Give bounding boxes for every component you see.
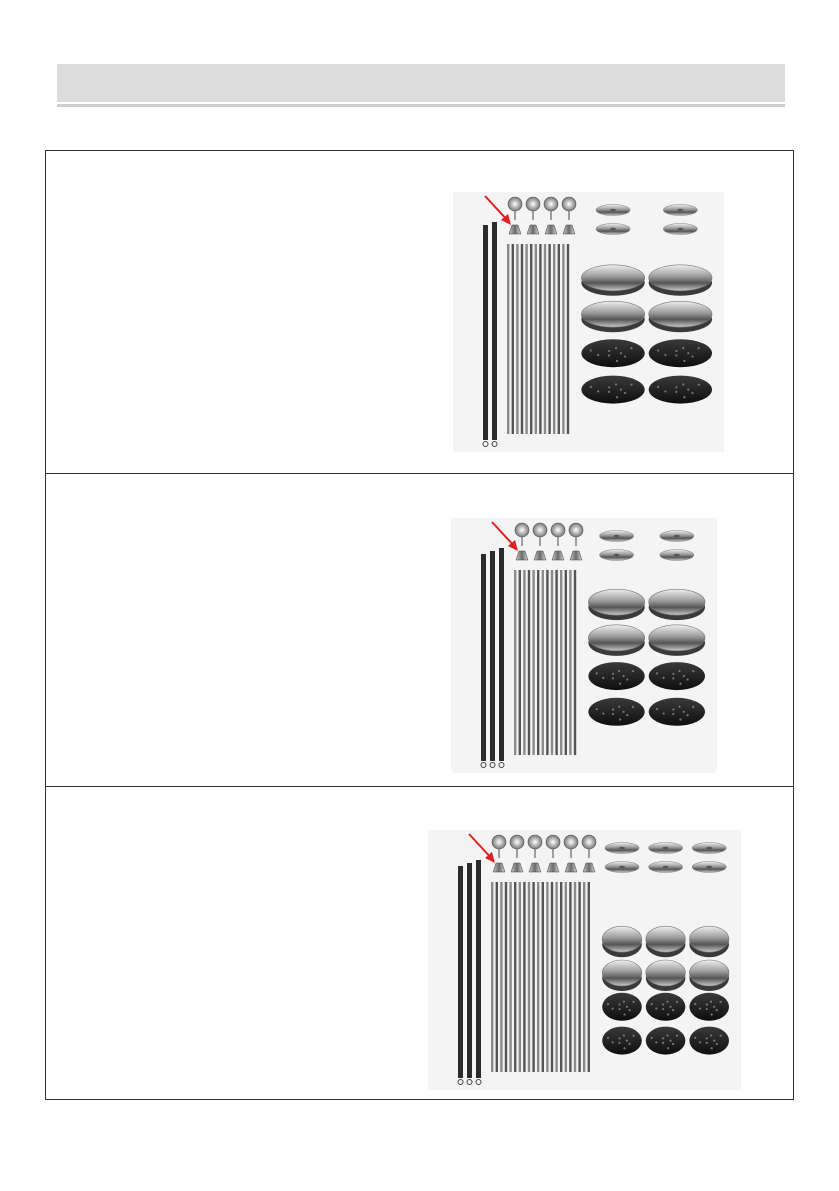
- pole-foot: [583, 863, 595, 872]
- rubber-dot: [682, 383, 684, 385]
- short-pole: [546, 570, 548, 755]
- rubber-dot: [716, 1009, 718, 1011]
- rubber-dot: [687, 389, 689, 391]
- rubber-dot: [619, 718, 621, 720]
- rubber-dot: [656, 672, 658, 674]
- finial-stem: [552, 849, 553, 858]
- metal-dish: [602, 926, 642, 952]
- rubber-dot: [623, 1013, 625, 1015]
- rubber-dot: [632, 1001, 634, 1003]
- short-pole: [512, 244, 514, 434]
- rubber-dot: [607, 1037, 609, 1039]
- rubber-dot: [608, 350, 610, 352]
- short-pole: [528, 882, 530, 1072]
- short-pole: [555, 882, 557, 1072]
- short-pole: [555, 570, 557, 755]
- rubber-dot: [687, 714, 689, 716]
- short-pole: [553, 244, 555, 434]
- short-pole: [537, 570, 539, 755]
- pole-foot: [563, 225, 575, 234]
- pole-foot: [570, 551, 582, 560]
- finial-stem: [575, 537, 576, 546]
- washer-hole: [619, 847, 625, 849]
- finial-ball: [492, 835, 506, 849]
- rubber-dot: [628, 1009, 630, 1011]
- rubber-dot: [618, 1037, 620, 1039]
- rubber-pad: [602, 993, 642, 1021]
- short-pole: [507, 244, 509, 434]
- short-pole: [569, 570, 571, 755]
- washer-hole: [706, 847, 712, 849]
- finial-stem: [534, 849, 535, 858]
- rubber-dot: [687, 678, 689, 680]
- short-pole: [514, 882, 516, 1072]
- short-pole: [509, 882, 511, 1072]
- rubber-dot: [664, 354, 666, 356]
- parts-kit-illustration: [451, 518, 717, 773]
- short-pole: [583, 882, 585, 1072]
- finial-ball: [510, 835, 524, 849]
- short-pole: [558, 244, 560, 434]
- pole-foot: [509, 225, 521, 234]
- finial-stem: [514, 211, 515, 220]
- pole-foot: [493, 863, 505, 872]
- rubber-dot: [672, 1043, 674, 1045]
- rubber-dot: [706, 1037, 708, 1039]
- short-pole: [500, 882, 502, 1072]
- long-pole: [467, 863, 472, 1078]
- rubber-dot: [612, 1007, 614, 1009]
- long-pole: [492, 222, 497, 440]
- washer-hole: [674, 554, 680, 556]
- rubber-dot: [608, 391, 610, 393]
- rubber-dot: [608, 354, 610, 356]
- rubber-dot: [612, 1041, 614, 1043]
- washer-hole: [619, 866, 625, 868]
- washer-hole: [663, 847, 669, 849]
- rubber-dot: [676, 1035, 678, 1037]
- rubber-dot: [679, 683, 681, 685]
- rubber-dot: [657, 349, 659, 351]
- short-pole: [544, 244, 546, 434]
- short-pole: [514, 570, 516, 755]
- rubber-dot: [616, 360, 618, 362]
- pole-hook: [490, 763, 495, 768]
- short-pole: [569, 882, 571, 1072]
- rubber-dot: [615, 383, 617, 385]
- pole-hook: [481, 763, 486, 768]
- short-pole: [565, 882, 567, 1072]
- rubber-dot: [655, 1041, 657, 1043]
- rubber-dot: [612, 708, 614, 710]
- metal-dish: [649, 301, 712, 327]
- rubber-dot: [622, 675, 624, 677]
- pole-hook: [492, 442, 497, 447]
- finial-ball: [546, 835, 560, 849]
- rubber-dot: [678, 706, 680, 708]
- short-pole: [532, 570, 534, 755]
- rubber-dot: [699, 1007, 701, 1009]
- short-pole: [548, 244, 550, 434]
- rubber-dot: [655, 1007, 657, 1009]
- rubber-pad: [588, 662, 644, 690]
- short-pole: [542, 570, 544, 755]
- parts-panel-2: [46, 474, 793, 787]
- short-pole: [574, 570, 576, 755]
- rubber-dot: [720, 1001, 722, 1003]
- rubber-dot: [630, 347, 632, 349]
- rubber-dot: [676, 1001, 678, 1003]
- short-pole: [546, 882, 548, 1072]
- short-pole: [535, 244, 537, 434]
- rubber-dot: [706, 1042, 708, 1044]
- rubber-dot: [651, 1037, 653, 1039]
- rubber-dot: [672, 713, 674, 715]
- metal-dish: [581, 265, 644, 291]
- rubber-dot: [662, 712, 664, 714]
- pole-hook: [476, 1080, 481, 1085]
- metal-dish: [649, 625, 705, 651]
- pole-foot: [529, 863, 541, 872]
- rubber-dot: [672, 673, 674, 675]
- pole-foot: [527, 225, 539, 234]
- rubber-dot: [607, 1003, 609, 1005]
- parts-kit-image-3: [428, 830, 741, 1090]
- rubber-dot: [664, 390, 666, 392]
- finial-ball: [526, 197, 540, 211]
- parts-panels: [45, 150, 794, 1100]
- rubber-dot: [675, 386, 677, 388]
- finial-stem: [539, 537, 540, 546]
- rubber-dot: [666, 1034, 668, 1036]
- short-pole: [567, 244, 569, 434]
- short-pole: [528, 570, 530, 755]
- rubber-dot: [622, 711, 624, 713]
- washer-hole: [663, 866, 669, 868]
- metal-dish: [588, 589, 644, 615]
- rubber-dot: [590, 349, 592, 351]
- rubber-pad: [588, 698, 644, 726]
- rubber-dot: [612, 677, 614, 679]
- parts-kit-image-2: [451, 518, 717, 773]
- pole-foot: [565, 863, 577, 872]
- short-pole: [516, 244, 518, 434]
- rubber-dot: [632, 670, 634, 672]
- short-pole: [532, 882, 534, 1072]
- rubber-dot: [675, 350, 677, 352]
- finial-ball: [551, 523, 565, 537]
- parts-kit-illustration: [453, 192, 724, 452]
- short-pole: [574, 882, 576, 1072]
- rubber-dot: [675, 391, 677, 393]
- rubber-dot: [698, 384, 700, 386]
- rubber-dot: [662, 1042, 664, 1044]
- parts-kit-image-1: [453, 192, 724, 452]
- finial-ball: [533, 523, 547, 537]
- short-pole: [491, 882, 493, 1072]
- rubber-dot: [683, 675, 685, 677]
- rubber-pad: [649, 698, 705, 726]
- rubber-dot: [608, 386, 610, 388]
- short-pole: [496, 882, 498, 1072]
- rubber-dot: [620, 352, 622, 354]
- rubber-dot: [602, 677, 604, 679]
- metal-dish: [646, 926, 686, 952]
- rubber-dot: [692, 670, 694, 672]
- pole-hook: [499, 763, 504, 768]
- rubber-dot: [597, 390, 599, 392]
- short-pole: [588, 882, 590, 1072]
- metal-dish: [588, 625, 644, 651]
- long-pole: [490, 551, 495, 761]
- rubber-dot: [667, 1013, 669, 1015]
- rubber-pad: [581, 376, 644, 404]
- rubber-dot: [618, 1008, 620, 1010]
- short-pole: [551, 570, 553, 755]
- rubber-dot: [716, 1043, 718, 1045]
- rubber-dot: [710, 1001, 712, 1003]
- short-pole: [505, 882, 507, 1072]
- short-pole: [525, 244, 527, 434]
- metal-dish: [581, 301, 644, 327]
- short-pole: [519, 882, 521, 1072]
- rubber-dot: [662, 1037, 664, 1039]
- rubber-dot: [623, 1001, 625, 1003]
- rubber-dot: [683, 711, 685, 713]
- finial-stem: [570, 849, 571, 858]
- rubber-dot: [672, 677, 674, 679]
- rubber-dot: [626, 678, 628, 680]
- washer-hole: [610, 209, 616, 211]
- rubber-dot: [597, 354, 599, 356]
- rubber-dot: [623, 1034, 625, 1036]
- rubber-pad: [649, 376, 712, 404]
- rubber-dot: [666, 1001, 668, 1003]
- long-pole: [483, 225, 488, 440]
- rubber-dot: [620, 389, 622, 391]
- rubber-dot: [630, 384, 632, 386]
- rubber-dot: [679, 718, 681, 720]
- finial-stem: [532, 211, 533, 220]
- short-pole: [523, 882, 525, 1072]
- pole-foot: [516, 551, 528, 560]
- pole-hook: [483, 442, 488, 447]
- washer-hole: [677, 228, 683, 230]
- rubber-dot: [675, 354, 677, 356]
- rubber-dot: [590, 386, 592, 388]
- rubber-dot: [694, 1003, 696, 1005]
- washer-hole: [677, 209, 683, 211]
- rubber-dot: [669, 1040, 671, 1042]
- short-pole: [523, 570, 525, 755]
- parts-panel-3: [46, 787, 793, 1099]
- finial-stem: [568, 211, 569, 220]
- short-pole: [562, 244, 564, 434]
- metal-dish: [649, 589, 705, 615]
- short-pole: [551, 882, 553, 1072]
- rubber-dot: [667, 1047, 669, 1049]
- rubber-dot: [618, 670, 620, 672]
- pole-foot: [511, 863, 523, 872]
- rubber-dot: [710, 1034, 712, 1036]
- rubber-pad: [649, 662, 705, 690]
- pole-foot: [552, 551, 564, 560]
- rubber-dot: [626, 714, 628, 716]
- short-pole: [519, 570, 521, 755]
- short-pole: [542, 882, 544, 1072]
- finial-stem: [557, 537, 558, 546]
- short-pole: [539, 244, 541, 434]
- rubber-dot: [628, 1043, 630, 1045]
- rubber-dot: [662, 677, 664, 679]
- rubber-dot: [691, 355, 693, 357]
- rubber-dot: [711, 1013, 713, 1015]
- long-pole: [476, 860, 481, 1078]
- pole-hook: [467, 1080, 472, 1085]
- rubber-dot: [692, 706, 694, 708]
- rubber-dot: [706, 1003, 708, 1005]
- finial-ball: [564, 835, 578, 849]
- rubber-dot: [602, 712, 604, 714]
- long-pole: [499, 548, 504, 761]
- parts-panel-1: [46, 151, 793, 474]
- rubber-dot: [683, 396, 685, 398]
- metal-dish: [602, 960, 642, 986]
- rubber-pad: [646, 993, 686, 1021]
- finial-ball: [544, 197, 558, 211]
- rubber-dot: [615, 347, 617, 349]
- rubber-pad: [581, 339, 644, 367]
- rubber-dot: [624, 392, 626, 394]
- pole-foot: [547, 863, 559, 872]
- short-pole: [565, 570, 567, 755]
- rubber-dot: [691, 392, 693, 394]
- rubber-dot: [662, 1008, 664, 1010]
- pole-foot: [534, 551, 546, 560]
- rubber-dot: [596, 708, 598, 710]
- finial-ball: [508, 197, 522, 211]
- rubber-dot: [711, 1047, 713, 1049]
- rubber-dot: [623, 1047, 625, 1049]
- rubber-dot: [706, 1008, 708, 1010]
- rubber-dot: [612, 713, 614, 715]
- rubber-dot: [694, 1037, 696, 1039]
- washer-hole: [674, 535, 680, 537]
- rubber-dot: [682, 347, 684, 349]
- pole-foot: [545, 225, 557, 234]
- rubber-dot: [683, 360, 685, 362]
- washer-hole: [614, 535, 620, 537]
- header-divider: [57, 104, 785, 107]
- rubber-dot: [672, 1009, 674, 1011]
- long-pole: [458, 866, 463, 1078]
- rubber-dot: [687, 352, 689, 354]
- rubber-dot: [720, 1035, 722, 1037]
- parts-kit-illustration: [428, 830, 741, 1090]
- metal-dish: [689, 960, 729, 986]
- finial-ball: [562, 197, 576, 211]
- rubber-dot: [626, 1040, 628, 1042]
- finial-stem: [550, 211, 551, 220]
- rubber-dot: [596, 672, 598, 674]
- rubber-dot: [624, 355, 626, 357]
- short-pole: [560, 570, 562, 755]
- rubber-dot: [651, 1003, 653, 1005]
- rubber-dot: [698, 347, 700, 349]
- rubber-dot: [657, 386, 659, 388]
- long-pole: [481, 554, 486, 761]
- rubber-dot: [669, 1006, 671, 1008]
- rubber-dot: [662, 1003, 664, 1005]
- short-pole: [560, 882, 562, 1072]
- pole-hook: [458, 1080, 463, 1085]
- rubber-dot: [618, 706, 620, 708]
- rubber-pad: [602, 1027, 642, 1055]
- washer-hole: [610, 228, 616, 230]
- rubber-dot: [713, 1040, 715, 1042]
- short-pole: [578, 882, 580, 1072]
- finial-stem: [498, 849, 499, 858]
- rubber-pad: [689, 1027, 729, 1055]
- section-header-bar: [57, 64, 785, 102]
- rubber-dot: [672, 708, 674, 710]
- rubber-dot: [656, 708, 658, 710]
- rubber-dot: [713, 1006, 715, 1008]
- finial-stem: [588, 849, 589, 858]
- finial-stem: [521, 537, 522, 546]
- rubber-dot: [618, 1042, 620, 1044]
- short-pole: [537, 882, 539, 1072]
- metal-dish: [646, 960, 686, 986]
- short-pole: [521, 244, 523, 434]
- rubber-dot: [632, 1035, 634, 1037]
- rubber-pad: [689, 993, 729, 1021]
- rubber-pad: [646, 1027, 686, 1055]
- washer-hole: [706, 866, 712, 868]
- short-pole: [530, 244, 532, 434]
- rubber-dot: [619, 683, 621, 685]
- rubber-dot: [626, 1006, 628, 1008]
- finial-stem: [516, 849, 517, 858]
- rubber-dot: [699, 1041, 701, 1043]
- washer-hole: [614, 554, 620, 556]
- rubber-dot: [612, 673, 614, 675]
- rubber-dot: [618, 1003, 620, 1005]
- rubber-dot: [616, 396, 618, 398]
- metal-dish: [689, 926, 729, 952]
- finial-ball: [528, 835, 542, 849]
- finial-ball: [569, 523, 583, 537]
- rubber-pad: [649, 339, 712, 367]
- metal-dish: [649, 265, 712, 291]
- finial-ball: [582, 835, 596, 849]
- rubber-dot: [678, 670, 680, 672]
- finial-ball: [515, 523, 529, 537]
- rubber-dot: [632, 706, 634, 708]
